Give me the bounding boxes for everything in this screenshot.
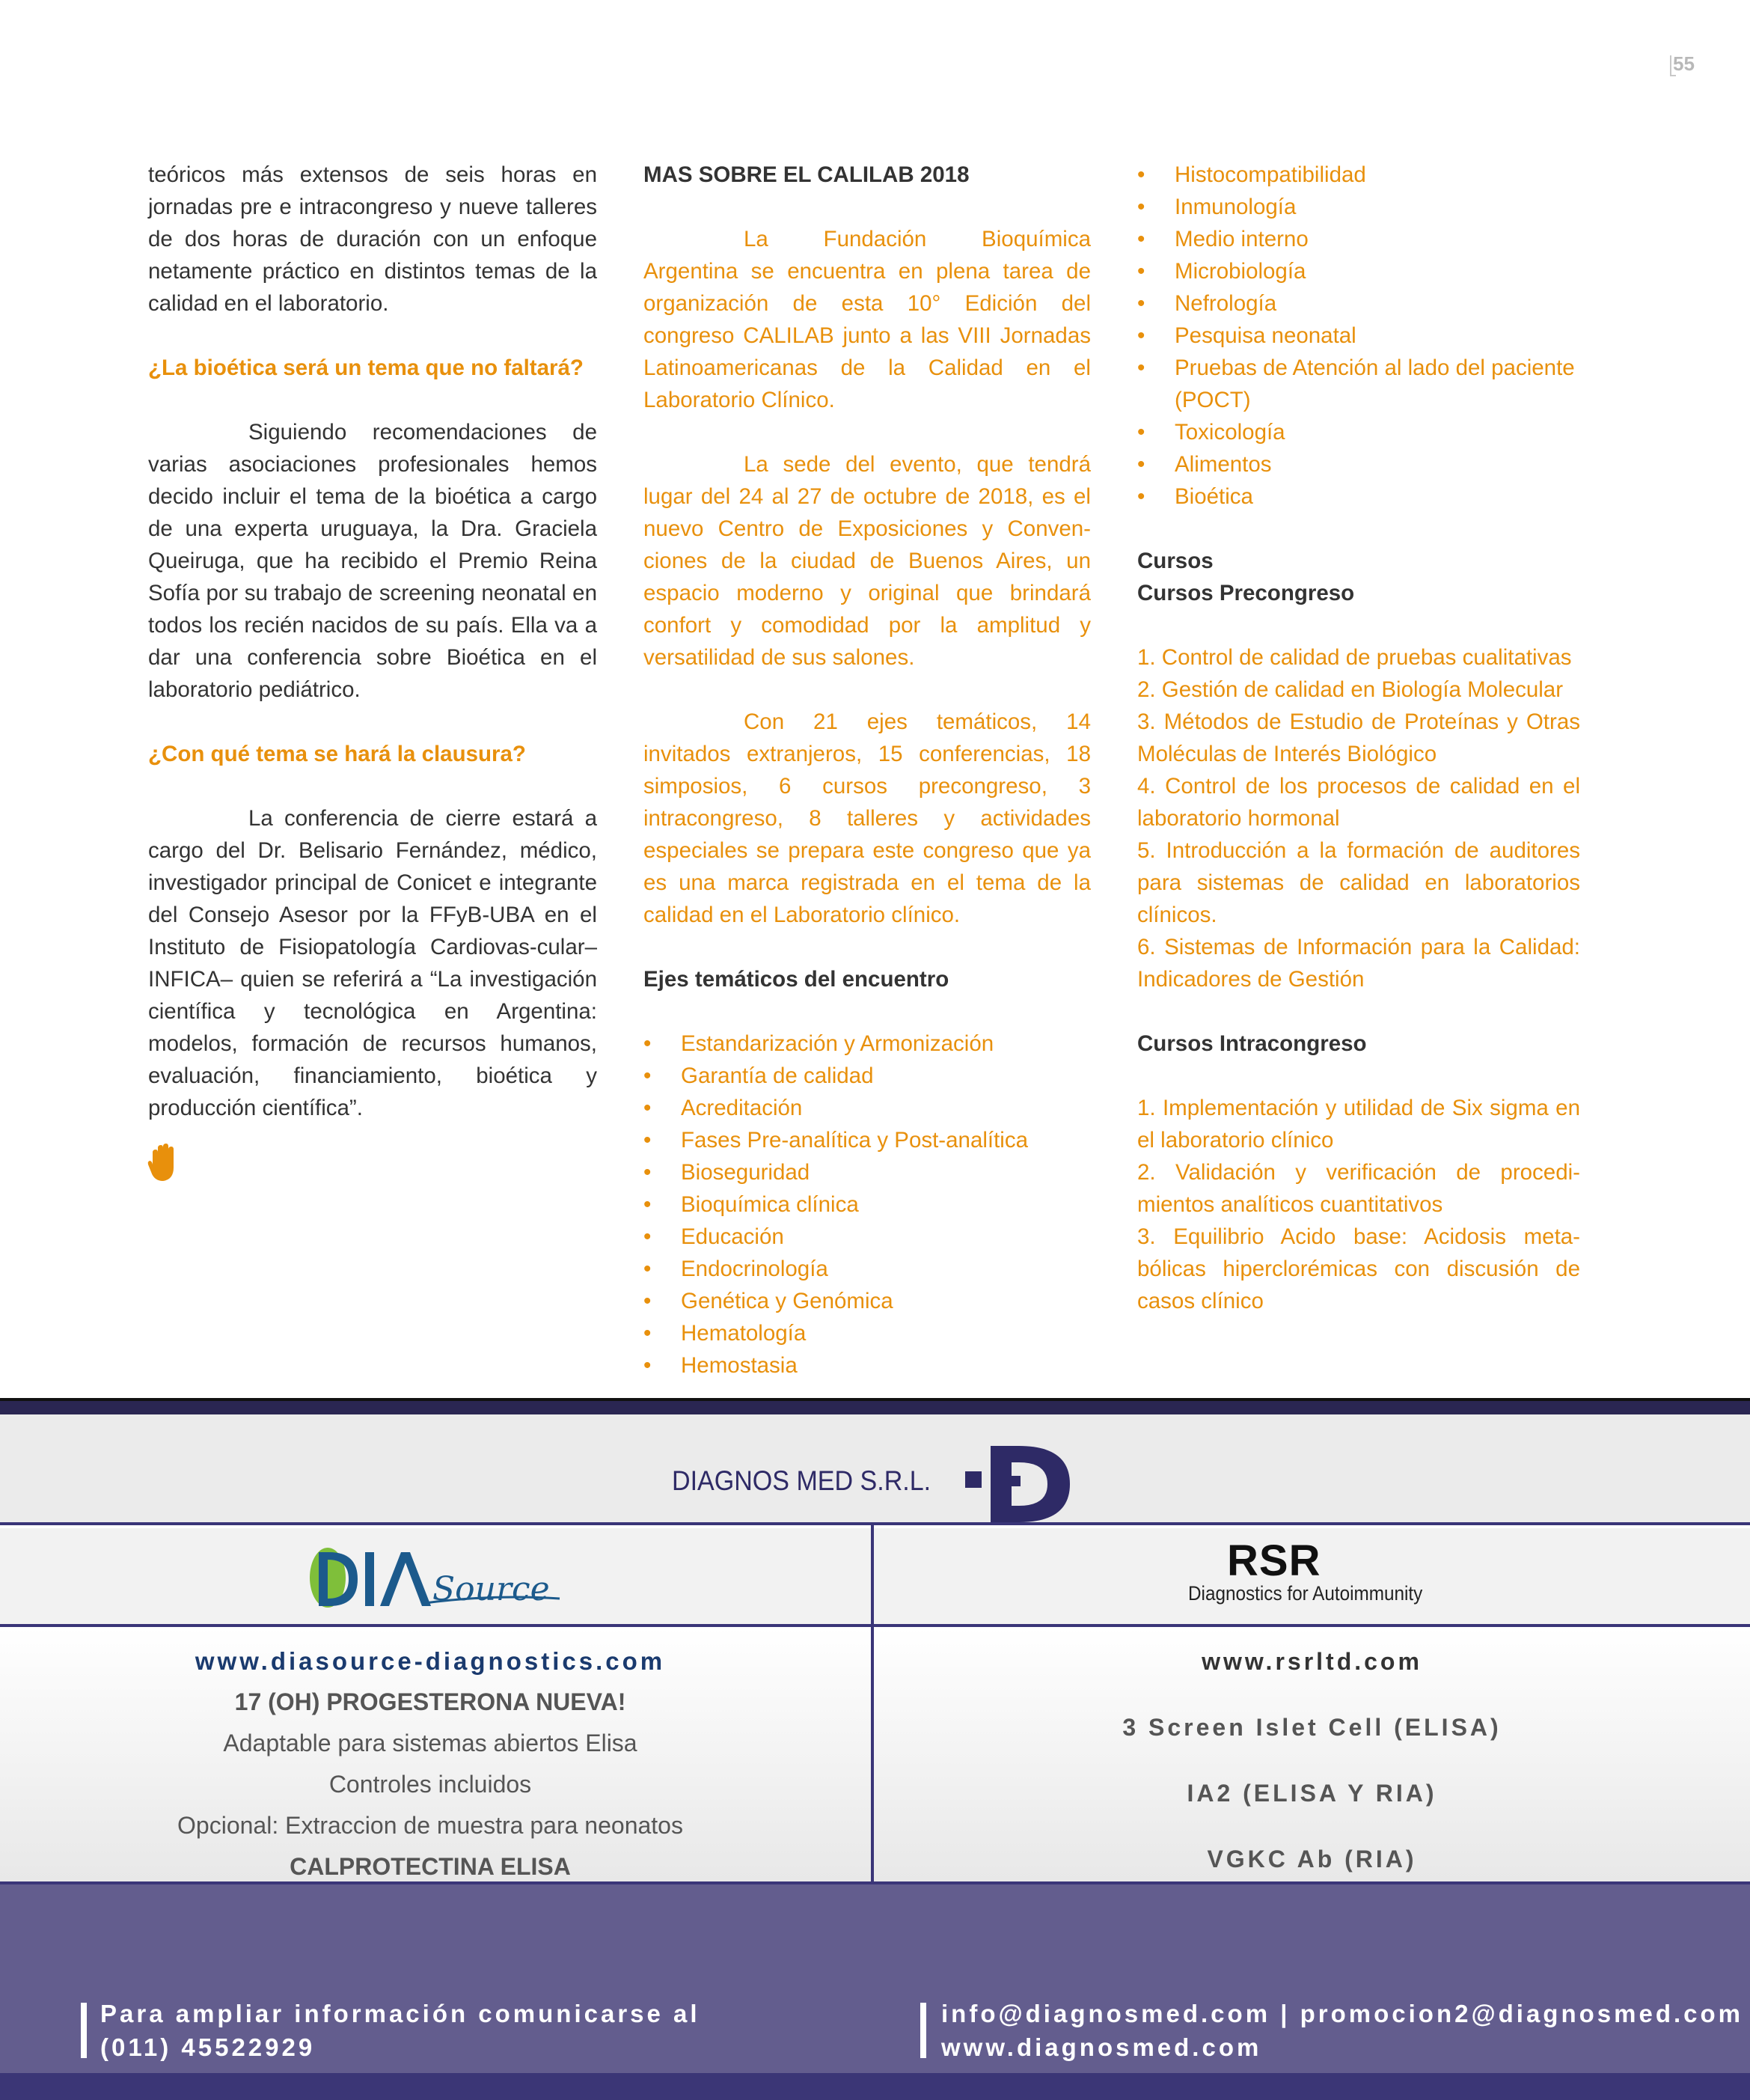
footer-phone[interactable]: (011) 45522929 xyxy=(100,2033,316,2061)
footer-bar-marker xyxy=(81,2003,87,2058)
footer-website[interactable]: www.diagnosmed.com xyxy=(941,2033,1262,2061)
list-item: • Alimentos xyxy=(1137,448,1580,480)
list-item: • Fases Pre-analítica y Post-analítica xyxy=(643,1124,1091,1156)
calilab-paragraph-3: Con 21 ejes temáticos, 14 invitados extranjeros, 15 conferencias, 18 simposios, 6 cursos precongreso, 3 intracongreso, 8 talleres y actividades especiales se prepara este congreso que ya es una marca registrada en el tema de la calidad en el Laboratorio clínico. xyxy=(643,709,1091,927)
hand-stop-icon xyxy=(147,1142,180,1184)
footer-contact-phone xyxy=(100,1997,700,2064)
ejes-heading: Ejes temáticos del encuentro xyxy=(643,967,949,992)
list-item: • Hemostasia xyxy=(643,1349,1091,1382)
list-item: • Bioquímica clínica xyxy=(643,1188,1091,1221)
course-item: 2. Gestión de calidad en Biología Molecular xyxy=(1137,677,1564,702)
svg-text:Source: Source xyxy=(432,1570,550,1608)
answer-closing: La conferencia de cierre estará a cargo del Dr. Belisario Fernández, médico, investigador principal de Conicet e integrante del Consejo Asesor por la FFyB-UBA en el Instituto de Fisiopatología Cardiovas-cular–INFICA– quien se referirá a “La investigación científica y tecnológica en Argentina: modelos, formación de recursos humanos, evaluación, financiamiento, bioética y producción científica”. xyxy=(148,806,597,1120)
course-item: 6. Sistemas de Información para la Calidad: Indicadores de Gestión xyxy=(1137,935,1580,992)
product-line: 3 Screen Islet Cell (ELISA) xyxy=(1122,1714,1502,1741)
list-item: • Medio interno xyxy=(1137,223,1580,255)
diasource-url[interactable]: www.diasource-diagnostics.com xyxy=(195,1647,666,1675)
article-column-2 xyxy=(643,159,1091,1382)
product-line: 17 (OH) PROGESTERONA NUEVA! xyxy=(234,1688,626,1715)
list-item: • Pruebas de Atención al lado del paciente (POCT) xyxy=(1137,352,1580,416)
list-item: • Nefrología xyxy=(1137,287,1580,320)
course-item: 2. Validación y verificación de procedi-mientos analíticos cuantitativos xyxy=(1137,1160,1580,1217)
article-column-1 xyxy=(148,159,597,1124)
list-item: • Bioseguridad xyxy=(643,1156,1091,1188)
product-line: IA2 (ELISA Y RIA) xyxy=(1187,1780,1437,1807)
company-name: DIAGNOS MED S.R.L. xyxy=(672,1465,931,1496)
diagnosmed-logo-icon xyxy=(965,1446,1070,1522)
precongreso-heading: Cursos Precongreso xyxy=(1137,581,1355,605)
answer-bioethics: Siguiendo recomendaciones de varias asociaciones profesionales hemos decido incluir el tema de la bioética a cargo de una experta uruguaya, la Dra. Graciela Queiruga, que ha recibido el Premio Reina Sofía por su trabajo de screening neonatal en todos los recién nacidos de su país. Ella va a dar una conferencia sobre Bioética en el laboratorio pediátrico. xyxy=(148,420,597,702)
list-item: • Toxicología xyxy=(1137,416,1580,448)
list-item: • Educación xyxy=(643,1221,1091,1253)
list-item: • Genética y Genómica xyxy=(643,1285,1091,1317)
product-line: VGKC Ab (RIA) xyxy=(1207,1846,1417,1872)
footer-contact-label: Para ampliar información comunicarse al xyxy=(100,2000,700,2027)
product-line: Opcional: Extraccion de muestra para neonatos xyxy=(177,1812,683,1839)
diagnosmed-advertisement xyxy=(0,1398,1750,2100)
diasource-logo-icon xyxy=(305,1542,575,1614)
calilab-heading: MAS SOBRE EL CALILAB 2018 xyxy=(643,162,970,187)
list-item: • Acreditación xyxy=(643,1092,1091,1124)
course-item: 4. Control de los procesos de calidad en el laboratorio hormonal xyxy=(1137,774,1580,831)
list-item: • Pesquisa neonatal xyxy=(1137,320,1580,352)
footer-contact-email xyxy=(941,1997,1743,2064)
calilab-paragraph-2: La sede del evento, que tendrá lugar del 24 al 27 de octubre de 2018, es el nuevo Centro de Exposiciones y Conven-ciones de la ciudad de Buenos Aires, un espacio moderno y original que brindará confort y comodidad por la amplitud y versatilidad de sus salones. xyxy=(643,452,1091,670)
list-item: • Microbiología xyxy=(1137,255,1580,287)
list-item: • Garantía de calidad xyxy=(643,1060,1091,1092)
list-item: • Histocompatibilidad xyxy=(1137,159,1580,191)
product-line: Controles incluidos xyxy=(328,1771,532,1798)
intro-paragraph: teóricos más extensos de seis horas en jornadas pre e intracongreso y nueve talleres de dos horas de duración con un enfoque netamente práctico en distintos temas de la calidad en el laboratorio. xyxy=(148,162,597,316)
calilab-paragraph-1: La Fundación Bioquímica Argentina se encuentra en plena tarea de organización de esta 10° Edición del congreso CALILAB junto a las VIII Jornadas Latinoamericanas de la Calidad en el Laboratorio Clínico. xyxy=(643,227,1091,412)
question-closing: ¿Con qué tema se hará la clausura? xyxy=(148,742,526,766)
course-item: 1. Implementación y utilidad de Six sigma en el laboratorio clínico xyxy=(1137,1096,1580,1153)
list-item: • Hematología xyxy=(643,1317,1091,1349)
footer-bar-marker xyxy=(920,2003,926,2058)
list-item: • Inmunología xyxy=(1137,191,1580,223)
rsr-url[interactable]: www.rsrltd.com xyxy=(1202,1648,1422,1675)
footer-emails[interactable]: info@diagnosmed.com | promocion2@diagnosmed.com xyxy=(941,2000,1744,2027)
list-item: • Estandarización y Armonización xyxy=(643,1028,1091,1060)
list-item: • Endocrinología xyxy=(643,1253,1091,1285)
list-item: • Bioética xyxy=(1137,480,1580,513)
ad-company-band xyxy=(0,1414,1750,1525)
ad-footer-bottom-band xyxy=(0,2073,1750,2100)
ad-logo-band xyxy=(0,1528,1750,1626)
ad-contact-footer xyxy=(0,1884,1750,2100)
ad-top-border xyxy=(0,1398,1750,1414)
ad-divider xyxy=(0,1522,1750,1525)
cursos-heading: Cursos xyxy=(1137,549,1214,573)
rsr-logo-title: RSR xyxy=(1227,1536,1321,1585)
product-line: CALPROTECTINA ELISA xyxy=(290,1853,571,1880)
question-bioethics: ¿La bioética será un tema que no faltará? xyxy=(148,355,584,380)
course-item: 3. Equilibrio Acido base: Acidosis meta-bólicas hiperclorémicas con discusión de casos clínico xyxy=(1137,1224,1580,1313)
course-item: 3. Métodos de Estudio de Proteínas y Otras Moléculas de Interés Biológico xyxy=(1137,709,1580,766)
course-item: 5. Introducción a la formación de auditores para sistemas de calidad en laboratorios clínicos. xyxy=(1137,838,1580,927)
page-number: 55 xyxy=(1673,52,1695,75)
rsr-logo-subtitle: Diagnostics for Autoimmunity xyxy=(1188,1582,1423,1605)
product-line: Adaptable para sistemas abiertos Elisa xyxy=(223,1730,637,1756)
article-column-3 xyxy=(1137,159,1580,1317)
ejes-list xyxy=(643,1028,1091,1382)
intracongreso-heading: Cursos Intracongreso xyxy=(1137,1031,1367,1056)
ejes-list-continued xyxy=(1137,159,1580,513)
course-item: 1. Control de calidad de pruebas cualitativas xyxy=(1137,645,1572,670)
